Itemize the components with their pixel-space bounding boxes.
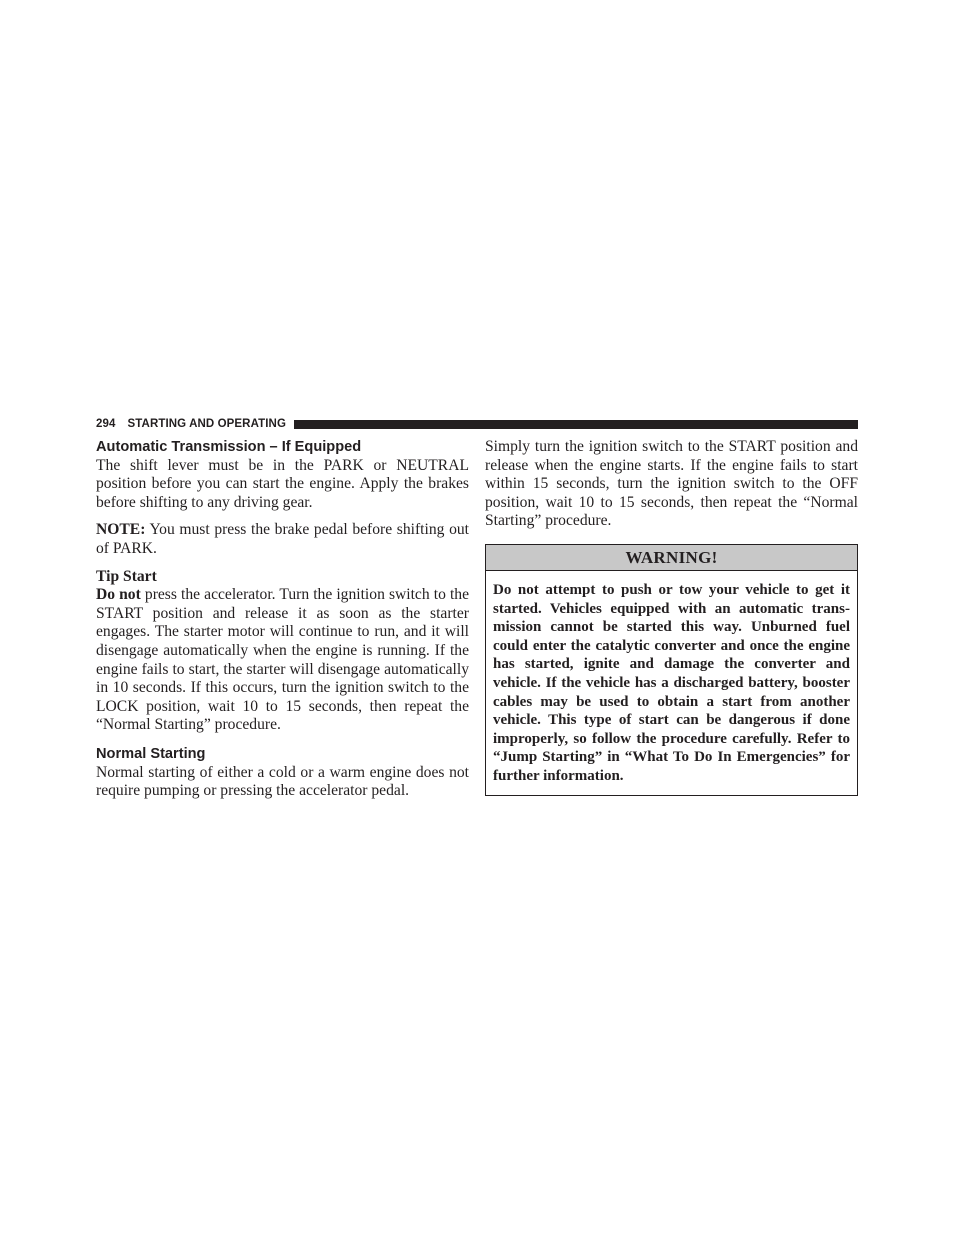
note-label: NOTE: xyxy=(96,521,146,539)
note-paragraph xyxy=(96,521,469,558)
automatic-transmission-heading: Automatic Transmission – If Equipped xyxy=(96,439,362,455)
right-column xyxy=(485,438,858,796)
normal-starting-paragraph: Normal starting of either a cold or a warm engine does not require pumping or pressing the accelerator pedal. xyxy=(96,763,469,800)
tip-start-lead: Do not xyxy=(96,586,141,604)
header-rule xyxy=(294,420,858,429)
page-header xyxy=(96,416,858,432)
automatic-transmission-paragraph: The shift lever must be in the PARK or NEUTRAL position before you can start the engine. Apply the brakes before shifting to any driving gear. xyxy=(96,456,469,511)
warning-body: Do not attempt to push or tow your vehicle to get it started. Vehicles equipped with an automatic transmission cannot be started this way. Unburned fuel could enter the catalytic converter and once the engine has started, ignite and damage the converter and vehicle. If the vehicle has a discharged battery, booster cables may be used to obtain a start from another vehicle. This type of start can be dangerous if done improperly, so follow the procedure carefully. Refer to “Jump Starting” in “What To Do In Emergencies” for further information. xyxy=(493,581,850,784)
normal-starting-heading: Normal Starting xyxy=(96,745,206,762)
normal-starting-continued: Simply turn the ignition switch to the START position and release when the engine starts. If the engine fails to start within 15 seconds, turn the ignition switch to the OFF position, wait 10 to 15 seconds, then repeat the “Normal Starting” procedure. xyxy=(485,438,858,530)
warning-box xyxy=(485,544,858,796)
left-column xyxy=(96,438,469,801)
tip-start-heading: Tip Start xyxy=(96,567,157,585)
warning-title: WARNING! xyxy=(486,545,857,571)
page-number: 294 xyxy=(96,418,116,430)
tip-start-text: press the accelerator. Turn the ignition switch to the START position and release it as soon as the starter engages. The starter motor will continue to run, and it will disengage automatically when the engine is running. If the engine fails to start, the starter will disengage automatically in 10 seconds. If this occurs, turn the ignition switch to the LOCK position, wait 10 to 15 seconds, then repeat the “Normal Starting” procedure. xyxy=(96,586,469,734)
note-text: You must press the brake pedal before shifting out of PARK. xyxy=(96,521,469,557)
section-title: STARTING AND OPERATING xyxy=(127,418,287,430)
tip-start-paragraph xyxy=(96,586,469,735)
